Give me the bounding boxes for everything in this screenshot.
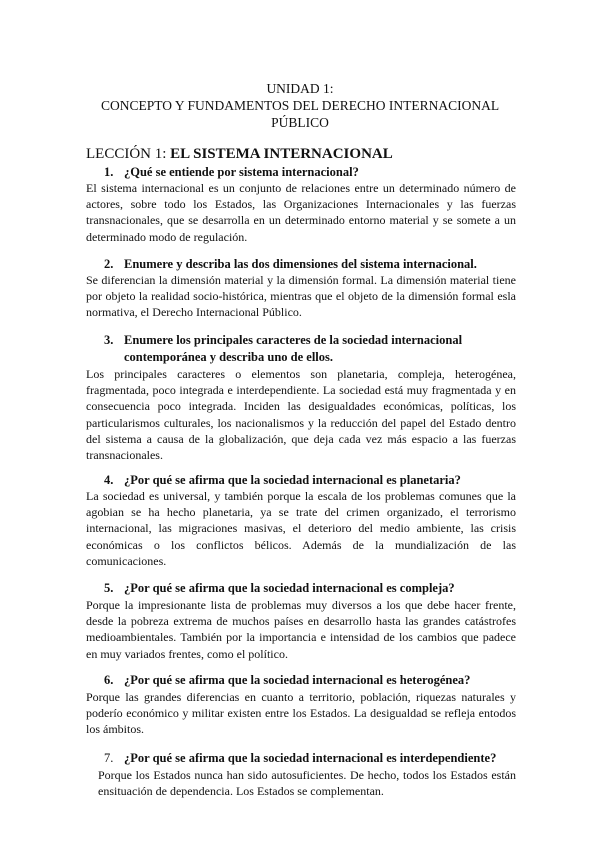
question-text: ¿Por qué se afirma que la sociedad internacional es interdependiente? xyxy=(124,751,497,765)
question-number: 5. xyxy=(104,581,114,595)
answer-7: Porque los Estados nunca han sido autosuficientes. De hecho, todos los Estados están ensituación de dependencia. Los Estados se complementan. xyxy=(98,768,516,799)
answer-4: La sociedad es universal, y también porque la escala de los problemas comunes que la agobian se ha hecho planetaria, ya se trate del crimen organizado, el terrorismo internacional, las migraciones masivas, el deterioro del medio ambiente, las crisis económicas o los conflictos bélicos. Además de la mundialización de las comunicaciones. xyxy=(86,489,516,568)
lesson-heading xyxy=(86,146,393,163)
question-number: 1. xyxy=(104,165,114,179)
question-6 xyxy=(104,672,470,689)
question-number: 4. xyxy=(104,473,114,487)
question-text: ¿Qué se entiende por sistema internacional? xyxy=(124,165,359,179)
question-1 xyxy=(104,164,359,181)
unit-label: UNIDAD 1: xyxy=(266,81,334,96)
answer-1: El sistema internacional es un conjunto de relaciones entre un determinado número de actores, sobre todo los Estados, las Organizaciones Internacionales y las fuerzas transnacionales, que se desarrolla en un determinado entorno material y se somete a un determinado modo de regulación. xyxy=(86,181,516,244)
question-text: ¿Por qué se afirma que la sociedad internacional es compleja? xyxy=(124,581,455,595)
answer-6: Porque las grandes diferencias en cuanto a territorio, población, riquezas naturales y poderío económico y militar existen entre los Estados. La desigualdad se refleja entodos los ámbitos. xyxy=(86,690,516,737)
unit-title-line1: CONCEPTO Y FUNDAMENTOS DEL DERECHO INTERNACIONAL xyxy=(100,98,500,113)
question-text: ¿Por qué se afirma que la sociedad internacional es heterogénea? xyxy=(124,673,471,687)
question-text: ¿Por qué se afirma que la sociedad internacional es planetaria? xyxy=(124,473,461,487)
question-5 xyxy=(104,580,455,597)
question-number: 6. xyxy=(104,673,114,687)
answer-3: Los principales caracteres o elementos son planetaria, compleja, heterogénea, fragmentada, poco integrada e interdependiente. La sociedad está muy fragmentada y en consecuencia poco integrada. Inciden las desigualdades económicas, políticas, los particularismos culturales, los nacionalismos y la reducción del papel del Estado dentro del sistema a causa de la globalización, que deja cada vez más espacio a las fuerzas transnacionales. xyxy=(86,367,516,463)
answer-2: Se diferencian la dimensión material y la dimensión formal. La dimensión material tiene por objeto la realidad socio-histórica, mientras que el objeto de la dimensión formal esla normativa, el Derecho Internacional Público. xyxy=(86,273,516,320)
unit-title-line2: PÚBLICO xyxy=(271,115,329,130)
question-number: 7. xyxy=(104,751,114,765)
question-text-line2: contemporánea y describa uno de ellos. xyxy=(124,350,334,364)
question-number: 2. xyxy=(104,257,114,271)
question-3 xyxy=(104,332,516,366)
question-text-line1: Enumere los principales caracteres de la sociedad internacional xyxy=(124,333,463,347)
question-2 xyxy=(104,256,477,273)
question-7 xyxy=(104,750,496,767)
answer-5: Porque la impresionante lista de problemas muy diversos a los que debe hacer frente, desde la pobreza extrema de muchos países en desarrollo hasta las grandes catástrofes medioambientales. También por la importancia e intensidad de los cambios que padece en muy variados frentes, como el político. xyxy=(86,598,516,661)
question-number: 3. xyxy=(104,333,114,347)
question-4 xyxy=(104,472,461,489)
lesson-prefix: LECCIÓN 1: xyxy=(86,146,171,162)
lesson-title: EL SISTEMA INTERNACIONAL xyxy=(170,146,393,162)
question-text: Enumere y describa las dos dimensiones del sistema internacional. xyxy=(124,257,477,271)
